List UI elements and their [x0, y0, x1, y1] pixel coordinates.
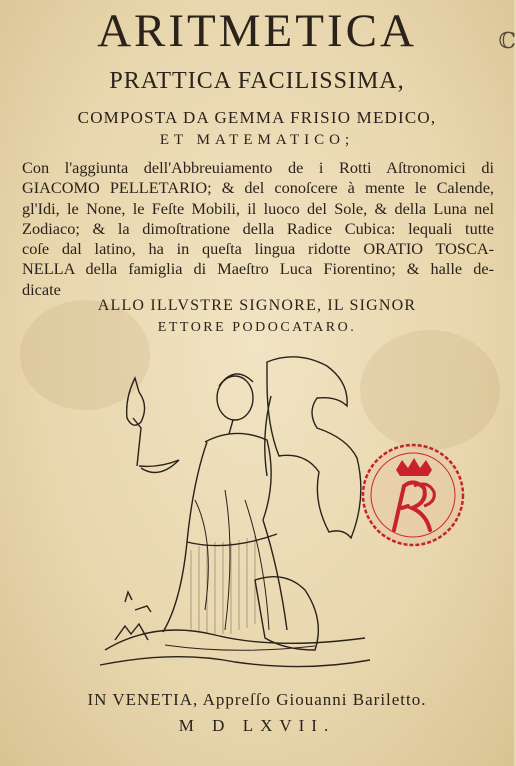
author-line-2: ET MATEMATICO;	[159, 132, 355, 148]
imprint-line: IN VENETIA, Appreſſo Giouanni Bariletto.	[87, 690, 427, 709]
description-line: dicate	[22, 279, 61, 299]
description-line: gl'Idi, le None, le Feſte Mobili, il luoco del Sole, & della Luna nel	[22, 198, 494, 218]
library-stamp	[358, 440, 468, 550]
book-title: ARITMETICA	[97, 5, 417, 57]
description-block	[22, 158, 494, 300]
description-line: GIACOMO PELLETARIO; & del conoſcere à mente le Calende,	[22, 178, 494, 198]
author-line: COMPOSTA DA GEMMA FRISIO MEDICO,	[77, 108, 437, 127]
paper-stain	[360, 330, 500, 450]
dedication-line: ALLO ILLVSTRE SIGNORE, IL SIGNOR	[97, 297, 417, 314]
description-line: NELLA della famiglia di Maeſtro Luca Fiorentino; & halle de-	[22, 259, 494, 279]
description-line: Zodiaco; & la dimoſtratione della Radice Cubica: lequali tutte	[22, 218, 494, 238]
woodcut-illustration	[95, 350, 375, 680]
description-line: Con l'aggiunta dell'Abbreuiamento de i Rotti Aſtronomici di	[22, 158, 494, 177]
dedication-name: ETTORE PODOCATARO.	[157, 320, 357, 335]
imprint-year: M D LXVII.	[178, 716, 336, 735]
subtitle: PRATTICA FACILISSIMA,	[109, 68, 405, 94]
margin-mark: ℂ	[498, 28, 516, 53]
description-line: coſe dal latino, ha in queſta lingua ridotte ORATIO TOSCA-	[22, 239, 494, 259]
